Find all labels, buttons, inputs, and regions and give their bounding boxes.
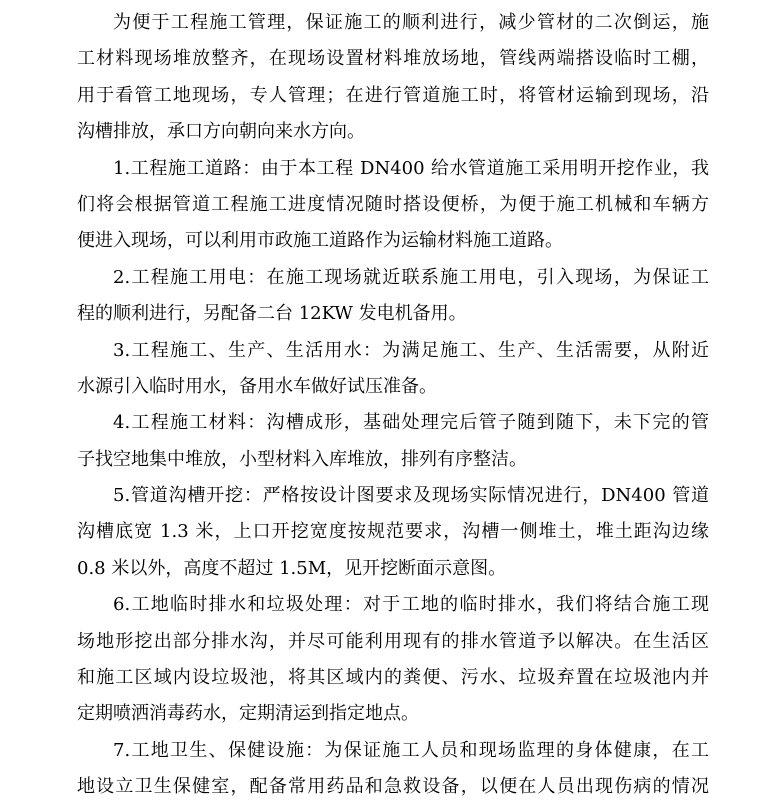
paragraph-construction-materials: [77, 405, 709, 478]
text-line: 1.工程施工道路：由于本工程 DN400 给水管道施工采用明开挖作业，我: [113, 157, 709, 179]
text-line: 工材料现场堆放整齐，在现场设置材料堆放场地，管线两端搭设临时工棚，: [77, 48, 709, 70]
paragraph-drainage-waste: [77, 587, 709, 733]
text-line: 水源引入临时用水，备用水车做好试压准备。: [77, 375, 437, 397]
text-line: 5.管道沟槽开挖：严格按设计图要求及现场实际情况进行，DN400 管道: [113, 485, 709, 507]
text-line: 程的顺利进行，另配备二台 12KW 发电机备用。: [77, 303, 467, 325]
text-line: 沟槽底宽 1.3 米，上口开挖宽度按规范要求，沟槽一侧堆土，堆土距沟边缘: [77, 521, 709, 543]
paragraph-construction-road: [77, 151, 709, 260]
text-line: 6.工地临时排水和垃圾处理：对于工地的临时排水，我们将结合施工现: [113, 594, 709, 616]
paragraph-construction-power: [77, 260, 709, 333]
text-line: 场地形挖出部分排水沟，并尽可能利用现有的排水管道予以解决。在生活区: [77, 630, 709, 652]
text-line: 3.工程施工、生产、生活用水：为满足施工、生产、生活需要，从附近: [113, 339, 709, 361]
text-line: 4.工程施工材料：沟槽成形，基础处理完后管子随到随下，未下完的管: [113, 412, 709, 434]
text-line: 和施工区域内设垃圾池，将其区域内的粪便、污水、垃圾弃置在垃圾池内并: [77, 667, 709, 689]
paragraph-construction-water: [77, 333, 709, 406]
text-line: 定期喷洒消毒药水，定期清运到指定地点。: [77, 703, 419, 725]
paragraph-trench-excavation: [77, 478, 709, 587]
text-line: 们将会根据管道工程施工进度情况随时搭设便桥，为便于施工机械和车辆方: [77, 193, 709, 215]
text-line: 7.工地卫生、保健设施：为保证施工人员和现场监理的身体健康，在工: [113, 739, 709, 761]
document-body: [77, 5, 709, 806]
text-line: 便进入现场，可以利用市政施工道路作为运输材料施工道路。: [77, 230, 563, 252]
text-line: 沟槽排放，承口方向朝向来水方向。: [77, 121, 365, 143]
text-line: 为便于工程施工管理，保证施工的顺利进行，减少管材的二次倒运，施: [113, 12, 709, 33]
paragraph-intro: [77, 5, 709, 151]
paragraph-health-facilities: [77, 733, 709, 806]
document-page: [77, 0, 709, 806]
text-line: 地设立卫生保健室，配备常用药品和急救设备，以便在人员出现伤病的情况: [77, 776, 709, 798]
text-line: 2.工程施工用电：在施工现场就近联系施工用电，引入现场，为保证工: [113, 266, 709, 288]
text-line: 0.8 米以外，高度不超过 1.5M，见开挖断面示意图。: [77, 557, 507, 579]
text-line: 用于看管工地现场，专人管理；在进行管道施工时，将管材运输到现场，沿: [77, 84, 709, 106]
text-line: 子找空地集中堆放，小型材料入库堆放，排列有序整洁。: [77, 448, 527, 470]
